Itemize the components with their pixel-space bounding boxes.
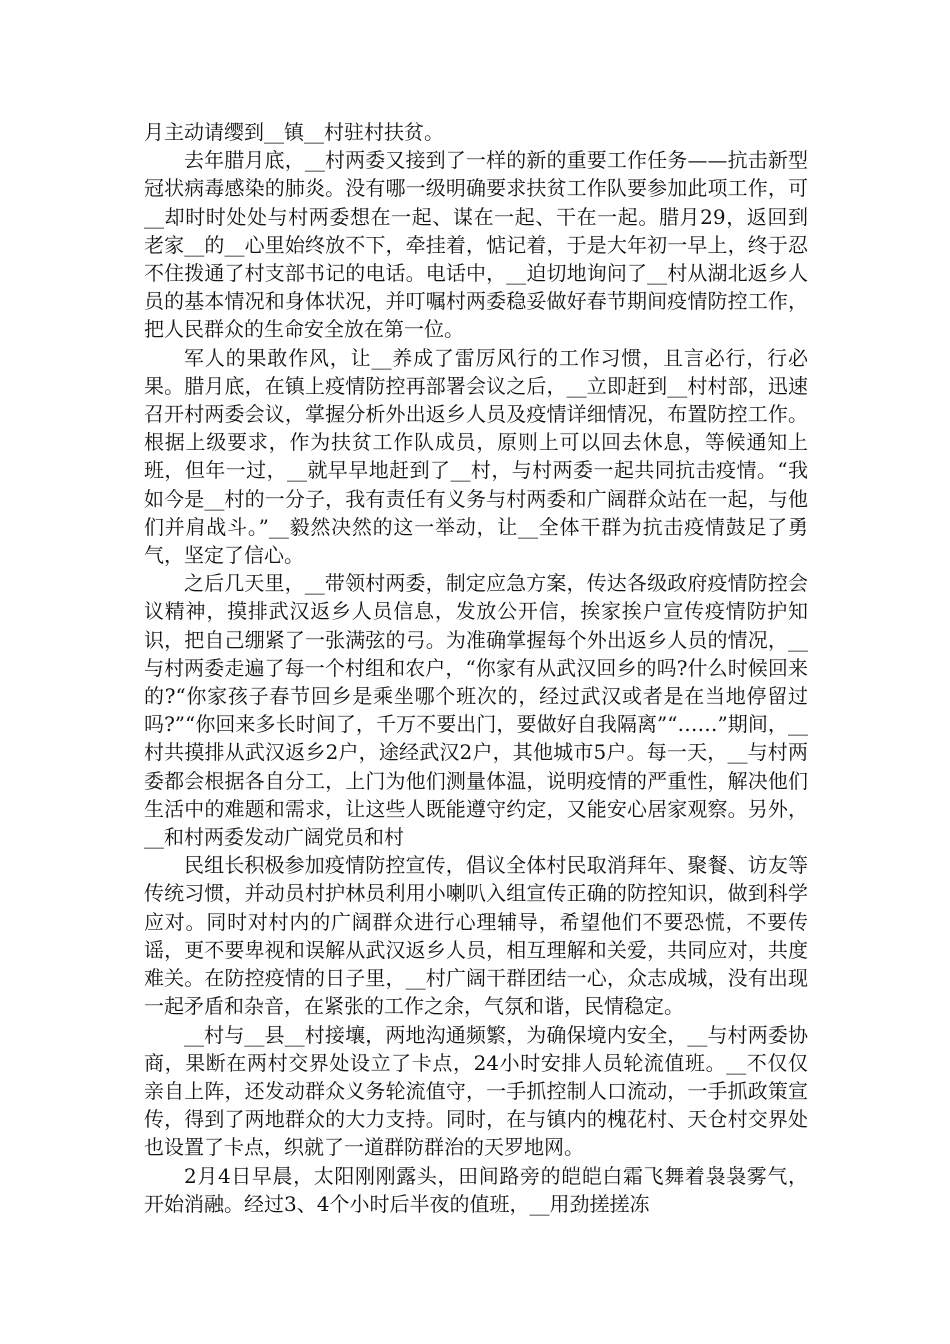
paragraph-3: 军人的果敢作风，让__养成了雷厉风行的工作习惯，且言必行，行必果。腊月底，在镇上疫情防控再部署会议之后，__立即赶到__村村部，迅速召开村两委会议，掌握分析外出返乡人员及疫情详细情况，布置防控工作。根据上级要求，作为扶贫工作队成员，原则上可以回去休息，等候通知上班，但年一过，__就早早地赶到了__村，与村两委一起共同抗击疫情。“我如今是__村的一分子，我有责任有义务与村两委和广阔群众站在一起，与他们并肩战斗。”__毅然决然的这一举动，让__全体干群为抗击疫情鼓足了勇气，坚定了信心。 xyxy=(144,345,808,568)
paragraph-4: 之后几天里，__带领村两委，制定应急方案，传达各级政府疫情防控会议精神，摸排武汉返乡人员信息，发放公开信，挨家挨户宣传疫情防护知识，把自己绷紧了一张满弦的弓。为准确掌握每个外出返乡人员的情况，__与村两委走遍了每一个村组和农户，“你家有从武汉回乡的吗?什么时候回来的?“你家孩子春节回乡是乘坐哪个班次的，经过武汉或者是在当地停留过吗?”“你回来多长时间了，千万不要出门，要做好自我隔离”“……”期间，__村共摸排从武汉返乡2户，途经武汉2户，其他城市5户。每一天，__与村两委都会根据各自分工，上门为他们测量体温，说明疫情的严重性，解决他们生活中的难题和需求，让这些人既能遵守约定，又能安心居家观察。另外，__和村两委发动广阔党员和村 xyxy=(144,571,808,850)
paragraph-2: 去年腊月底，__村两委又接到了一样的新的重要工作任务——抗击新型冠状病毒感染的肺炎。没有哪一级明确要求扶贫工作队要参加此项工作，可__却时时处处与村两委想在一起、谋在一起、干在一起。腊月29，返回到老家__的__心里始终放不下，牵挂着，惦记着，于是大年初一早上，终于忍不住拨通了村支部书记的电话。电话中，__迫切地询问了__村从湖北返乡人员的基本情况和身体状况，并叮嘱村两委稳妥做好春节期间疫情防控工作，把人民群众的生命安全放在第一位。 xyxy=(144,148,808,342)
paragraph-6: __村与__县__村接壤，两地沟通频繁，为确保境内安全，__与村两委协商，果断在两村交界处设立了卡点，24小时安排人员轮流值班。__不仅仅亲自上阵，还发动群众义务轮流值守，一手抓控制人口流动，一手抓政策宣传，得到了两地群众的大力支持。同时，在与镇内的槐花村、天仓村交界处也设置了卡点，织就了一道群防群治的天罗地网。 xyxy=(144,1022,808,1160)
document-body xyxy=(144,118,808,1218)
paragraph-5: 民组长积极参加疫情防控宣传，倡议全体村民取消拜年、聚餐、访友等传统习惯，并动员村护林员利用小喇叭入组宣传正确的防控知识，做到科学应对。同时对村内的广阔群众进行心理辅导，希望他们不要恐慌，不要传谣，更不要卑视和误解从武汉返乡人员，相互理解和关爱，共同应对，共度难关。在防控疫情的日子里，__村广阔干群团结一心，众志成城，没有出现一起矛盾和杂音，在紧张的工作之余，气氛和谐，民情稳定。 xyxy=(144,853,808,1019)
paragraph-7: 2月4日早晨，太阳刚刚露头，田间路旁的皑皑白霜飞舞着袅袅雾气，开始消融。经过3、4个小时后半夜的值班，__用劲搓搓冻 xyxy=(144,1163,808,1216)
paragraph-1: 月主动请缨到__镇__村驻村扶贫。 xyxy=(144,120,444,144)
